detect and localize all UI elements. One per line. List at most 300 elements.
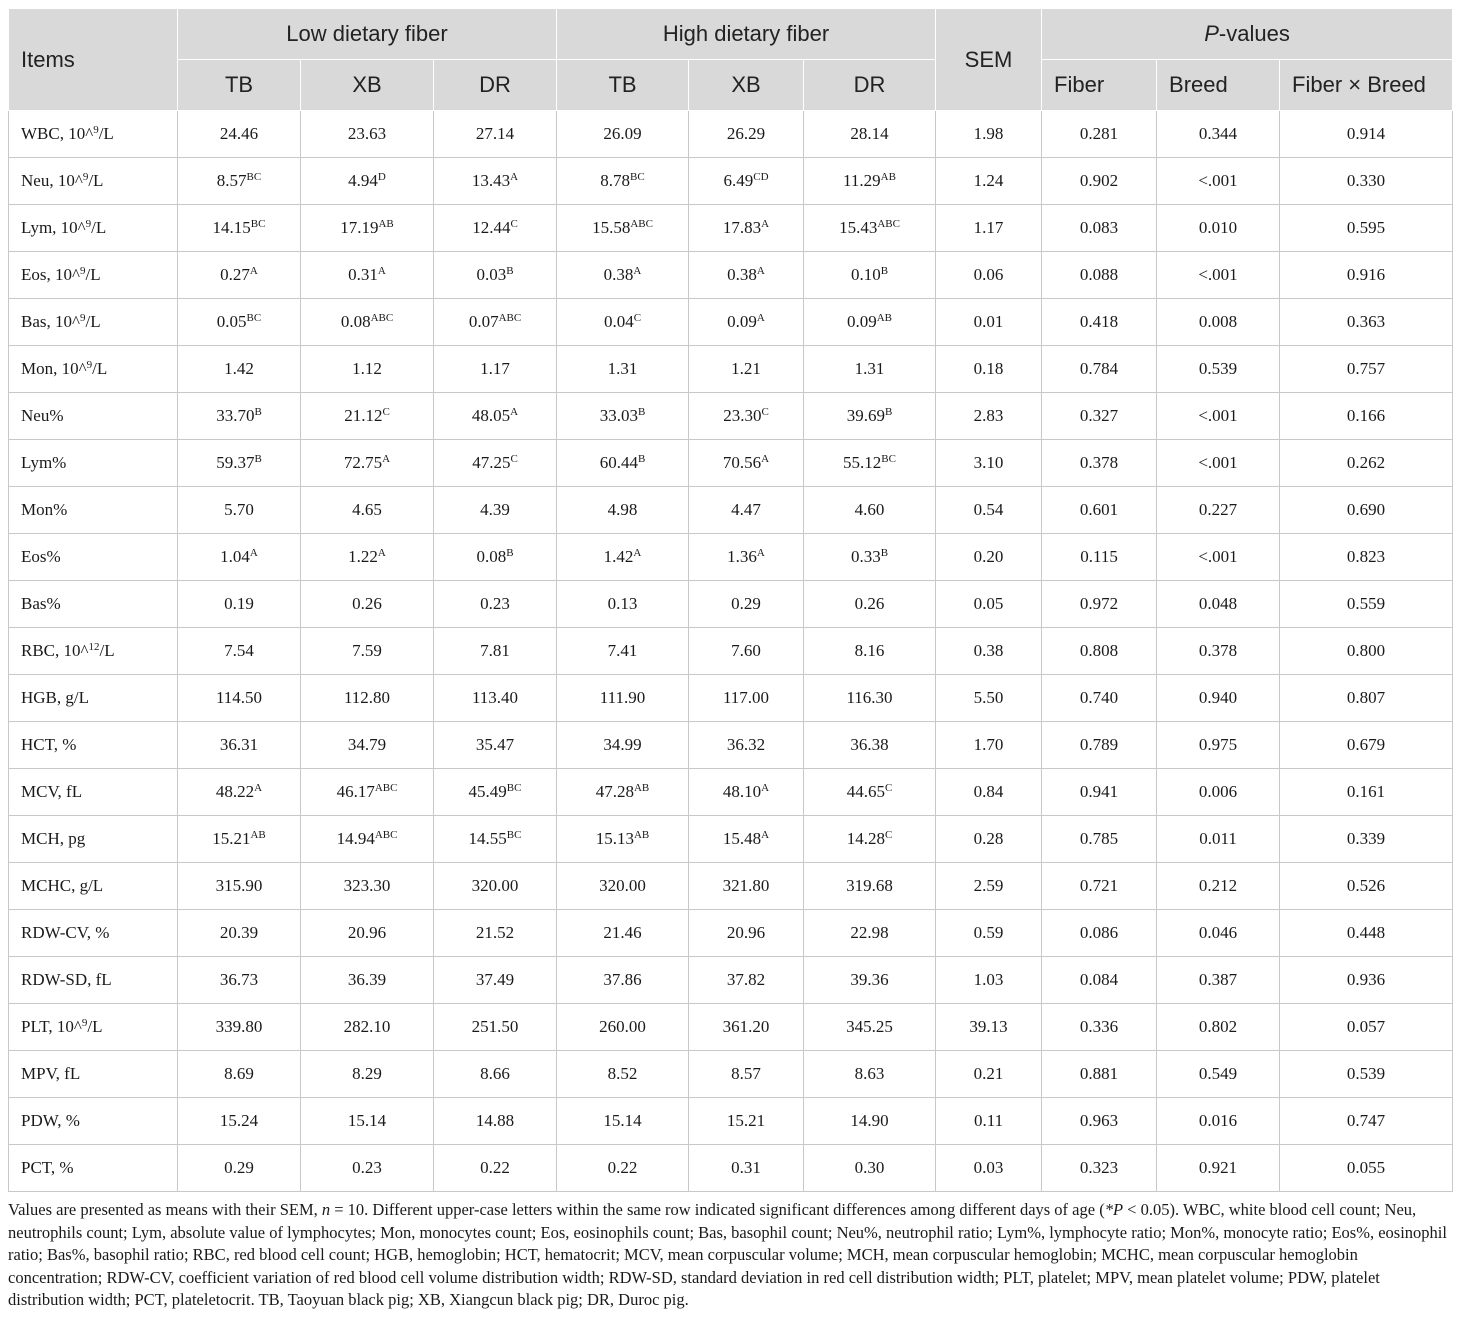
value-cell xyxy=(301,346,434,393)
p-breed-cell: <.001 xyxy=(1157,158,1280,205)
value-cell xyxy=(804,393,936,440)
p-interaction-cell: 0.936 xyxy=(1280,957,1453,1004)
p-breed-cell: 0.010 xyxy=(1157,205,1280,252)
table-row xyxy=(9,1004,1453,1051)
mean-value: 8.78 xyxy=(600,171,631,190)
mean-value: 0.04 xyxy=(603,312,634,331)
p-breed-cell: 0.549 xyxy=(1157,1051,1280,1098)
sem-cell: 1.17 xyxy=(936,205,1042,252)
row-label-text: MCHC, g/L xyxy=(21,876,104,895)
mean-value: 4.98 xyxy=(607,500,638,519)
p-interaction-cell: 0.916 xyxy=(1280,252,1453,299)
p-fiber-cell: 0.963 xyxy=(1042,1098,1157,1145)
p-interaction-cell: 0.262 xyxy=(1280,440,1453,487)
value-cell xyxy=(301,205,434,252)
table-row xyxy=(9,863,1453,910)
p-fiber-cell: 0.378 xyxy=(1042,440,1157,487)
mean-value: 8.69 xyxy=(224,1064,254,1083)
value-cell xyxy=(434,487,557,534)
mean-value: 70.56 xyxy=(722,453,762,472)
p-interaction-cell: 0.747 xyxy=(1280,1098,1453,1145)
table-row xyxy=(9,299,1453,346)
pvalues-suffix: -values xyxy=(1218,21,1290,46)
value-cell xyxy=(689,628,804,675)
row-label xyxy=(9,722,178,769)
p-fiber-cell: 0.327 xyxy=(1042,393,1157,440)
value-cell xyxy=(301,722,434,769)
mean-value: 320.00 xyxy=(471,876,519,895)
p-breed-cell: 0.212 xyxy=(1157,863,1280,910)
value-cell xyxy=(178,534,301,581)
sem-cell: 0.01 xyxy=(936,299,1042,346)
mean-value: 14.94 xyxy=(336,829,375,848)
sem-cell: 3.10 xyxy=(936,440,1042,487)
mean-value: 339.80 xyxy=(215,1017,263,1036)
row-label xyxy=(9,1145,178,1192)
sem-cell: 0.03 xyxy=(936,1145,1042,1192)
mean-value: 4.94 xyxy=(348,171,378,190)
significance-letters: A xyxy=(249,547,258,559)
row-label-text: Bas, 10^ xyxy=(21,312,80,331)
row-label-unit: /L xyxy=(87,1017,103,1036)
mean-value: 14.55 xyxy=(468,829,507,848)
row-label xyxy=(9,111,178,158)
mean-value: 251.50 xyxy=(471,1017,519,1036)
p-breed-cell: <.001 xyxy=(1157,440,1280,487)
value-cell xyxy=(434,769,557,816)
p-breed-cell: 0.802 xyxy=(1157,1004,1280,1051)
sem-cell: 0.21 xyxy=(936,1051,1042,1098)
significance-letters: A xyxy=(756,265,765,277)
subheader-low-dr: DR xyxy=(434,60,557,111)
significance-letters: AB xyxy=(633,782,650,794)
value-cell xyxy=(178,487,301,534)
mean-value: 315.90 xyxy=(215,876,263,895)
significance-letters: AB xyxy=(876,312,893,324)
p-fiber-cell: 0.789 xyxy=(1042,722,1157,769)
mean-value: 26.29 xyxy=(726,124,766,143)
significance-letters: B xyxy=(880,265,889,277)
significance-letters: BC xyxy=(246,171,262,183)
mean-value: 0.08 xyxy=(340,312,371,331)
mean-value: 17.83 xyxy=(722,218,762,237)
value-cell xyxy=(689,252,804,299)
row-label-text: Eos% xyxy=(21,547,61,566)
value-cell xyxy=(557,910,689,957)
subheader-low-xb: XB xyxy=(301,60,434,111)
value-cell xyxy=(301,1145,434,1192)
mean-value: 7.81 xyxy=(480,641,510,660)
value-cell xyxy=(178,1145,301,1192)
p-fiber-cell: 0.323 xyxy=(1042,1145,1157,1192)
value-cell xyxy=(689,910,804,957)
mean-value: 8.57 xyxy=(216,171,247,190)
value-cell xyxy=(301,299,434,346)
significance-letters: A xyxy=(510,406,519,418)
value-cell xyxy=(434,299,557,346)
sem-cell: 1.03 xyxy=(936,957,1042,1004)
significance-letters: D xyxy=(377,171,386,183)
mean-value: 319.68 xyxy=(846,876,893,895)
p-interaction-cell: 0.057 xyxy=(1280,1004,1453,1051)
row-label-exponent: 9 xyxy=(82,171,89,183)
value-cell xyxy=(804,1098,936,1145)
significance-letters: AB xyxy=(633,829,650,841)
sem-cell: 0.05 xyxy=(936,581,1042,628)
table-row xyxy=(9,1051,1453,1098)
significance-letters: A xyxy=(756,547,765,559)
row-label xyxy=(9,1098,178,1145)
p-breed-cell: 0.048 xyxy=(1157,581,1280,628)
row-label-unit: /L xyxy=(91,218,107,237)
p-fiber-cell: 0.972 xyxy=(1042,581,1157,628)
footnote-pstar: *P xyxy=(1104,1200,1124,1219)
value-cell xyxy=(301,111,434,158)
p-fiber-cell: 0.785 xyxy=(1042,816,1157,863)
value-cell xyxy=(804,1051,936,1098)
significance-letters: CD xyxy=(753,171,769,183)
value-cell xyxy=(804,111,936,158)
table-body xyxy=(9,111,1453,1192)
p-fiber-cell: 0.336 xyxy=(1042,1004,1157,1051)
p-breed-cell: <.001 xyxy=(1157,534,1280,581)
significance-letters: BC xyxy=(881,453,896,465)
value-cell xyxy=(178,158,301,205)
subheader-high-tb: TB xyxy=(557,60,689,111)
mean-value: 0.26 xyxy=(854,594,885,613)
value-cell xyxy=(557,205,689,252)
mean-value: 36.39 xyxy=(347,970,387,989)
p-breed-cell: 0.539 xyxy=(1157,346,1280,393)
subheader-p-fiber: Fiber xyxy=(1042,60,1157,111)
significance-letters: ABC xyxy=(370,312,394,324)
mean-value: 0.19 xyxy=(224,594,254,613)
mean-value: 7.41 xyxy=(607,641,638,660)
value-cell xyxy=(804,816,936,863)
mean-value: 37.49 xyxy=(475,970,515,989)
value-cell xyxy=(301,487,434,534)
header-items: Items xyxy=(9,9,178,111)
value-cell xyxy=(804,581,936,628)
p-fiber-cell: 0.083 xyxy=(1042,205,1157,252)
value-cell xyxy=(689,534,804,581)
table-row xyxy=(9,816,1453,863)
mean-value: 0.38 xyxy=(603,265,634,284)
value-cell xyxy=(178,675,301,722)
mean-value: 0.23 xyxy=(352,1158,382,1177)
mean-value: 0.13 xyxy=(607,594,638,613)
mean-value: 7.59 xyxy=(352,641,382,660)
table-row xyxy=(9,581,1453,628)
value-cell xyxy=(178,111,301,158)
value-cell xyxy=(434,252,557,299)
value-cell xyxy=(178,816,301,863)
row-label-exponent: 9 xyxy=(86,359,93,371)
value-cell xyxy=(434,910,557,957)
significance-letters: B xyxy=(880,547,889,559)
row-label xyxy=(9,205,178,252)
value-cell xyxy=(557,487,689,534)
value-cell xyxy=(689,1051,804,1098)
mean-value: 27.14 xyxy=(475,124,515,143)
table-row xyxy=(9,393,1453,440)
value-cell xyxy=(557,1051,689,1098)
value-cell xyxy=(434,534,557,581)
value-cell xyxy=(557,111,689,158)
table-row xyxy=(9,534,1453,581)
table-row xyxy=(9,1145,1453,1192)
p-fiber-cell: 0.088 xyxy=(1042,252,1157,299)
mean-value: 45.49 xyxy=(468,782,507,801)
row-label-unit: /L xyxy=(85,265,101,284)
p-fiber-cell: 0.784 xyxy=(1042,346,1157,393)
value-cell xyxy=(301,1098,434,1145)
row-label-text: HGB, g/L xyxy=(21,688,89,707)
mean-value: 1.17 xyxy=(480,359,510,378)
row-label xyxy=(9,534,178,581)
mean-value: 60.44 xyxy=(599,453,638,472)
value-cell xyxy=(178,1004,301,1051)
value-cell xyxy=(178,722,301,769)
mean-value: 48.22 xyxy=(215,782,255,801)
value-cell xyxy=(557,722,689,769)
row-label xyxy=(9,769,178,816)
value-cell xyxy=(557,299,689,346)
mean-value: 1.22 xyxy=(348,547,378,566)
value-cell xyxy=(301,957,434,1004)
row-label-exponent: 9 xyxy=(79,265,86,277)
mean-value: 14.88 xyxy=(475,1111,515,1130)
mean-value: 12.44 xyxy=(472,218,511,237)
p-fiber-cell: 0.721 xyxy=(1042,863,1157,910)
row-label xyxy=(9,487,178,534)
p-fiber-cell: 0.601 xyxy=(1042,487,1157,534)
p-fiber-cell: 0.086 xyxy=(1042,910,1157,957)
row-label-exponent: 9 xyxy=(79,312,86,324)
value-cell xyxy=(178,863,301,910)
significance-letters: B xyxy=(254,406,262,418)
significance-letters: A xyxy=(254,782,263,794)
value-cell xyxy=(804,628,936,675)
mean-value: 15.24 xyxy=(219,1111,259,1130)
mean-value: 36.32 xyxy=(726,735,766,754)
value-cell xyxy=(689,158,804,205)
row-label xyxy=(9,299,178,346)
mean-value: 6.49 xyxy=(723,171,754,190)
value-cell xyxy=(804,769,936,816)
mean-value: 21.12 xyxy=(344,406,383,425)
mean-value: 14.28 xyxy=(846,829,885,848)
value-cell xyxy=(804,299,936,346)
footnote-n: n xyxy=(321,1200,331,1219)
significance-letters: C xyxy=(382,406,390,418)
value-cell xyxy=(434,1098,557,1145)
mean-value: 34.79 xyxy=(347,735,387,754)
row-label-text: MCH, pg xyxy=(21,829,86,848)
mean-value: 15.58 xyxy=(592,218,631,237)
value-cell xyxy=(804,440,936,487)
row-label-text: PCT, % xyxy=(21,1158,74,1177)
mean-value: 15.21 xyxy=(726,1111,766,1130)
value-cell xyxy=(178,769,301,816)
mean-value: 5.70 xyxy=(224,500,254,519)
mean-value: 0.31 xyxy=(348,265,378,284)
row-label-text: Mon% xyxy=(21,500,68,519)
subheader-high-xb: XB xyxy=(689,60,804,111)
value-cell xyxy=(557,769,689,816)
row-label xyxy=(9,581,178,628)
value-cell xyxy=(557,1004,689,1051)
row-label-text: Neu, 10^ xyxy=(21,171,83,190)
value-cell xyxy=(178,299,301,346)
p-breed-cell: 0.046 xyxy=(1157,910,1280,957)
p-interaction-cell: 0.690 xyxy=(1280,487,1453,534)
sem-cell: 5.50 xyxy=(936,675,1042,722)
mean-value: 0.29 xyxy=(731,594,761,613)
value-cell xyxy=(689,675,804,722)
mean-value: 1.42 xyxy=(603,547,634,566)
row-label-text: Eos, 10^ xyxy=(21,265,80,284)
significance-letters: ABC xyxy=(498,312,522,324)
mean-value: 114.50 xyxy=(215,688,263,707)
value-cell xyxy=(689,205,804,252)
significance-letters: B xyxy=(884,406,893,418)
table-row xyxy=(9,1098,1453,1145)
mean-value: 1.21 xyxy=(731,359,761,378)
value-cell xyxy=(557,957,689,1004)
mean-value: 4.65 xyxy=(352,500,382,519)
significance-letters: A xyxy=(633,547,642,559)
mean-value: 48.05 xyxy=(471,406,511,425)
value-cell xyxy=(301,252,434,299)
p-breed-cell: 0.975 xyxy=(1157,722,1280,769)
mean-value: 1.36 xyxy=(727,547,757,566)
value-cell xyxy=(301,863,434,910)
p-breed-cell: 0.006 xyxy=(1157,769,1280,816)
value-cell xyxy=(689,816,804,863)
mean-value: 23.63 xyxy=(347,124,387,143)
footnote-part2: = 10. Different upper-case letters within the same row indicated significant differences among different days of age ( xyxy=(330,1200,1105,1219)
mean-value: 37.86 xyxy=(603,970,642,989)
p-breed-cell: 0.378 xyxy=(1157,628,1280,675)
value-cell xyxy=(178,393,301,440)
mean-value: 20.96 xyxy=(726,923,766,942)
table-row xyxy=(9,722,1453,769)
value-cell xyxy=(804,534,936,581)
p-fiber-cell: 0.740 xyxy=(1042,675,1157,722)
table-row xyxy=(9,487,1453,534)
mean-value: 39.69 xyxy=(846,406,885,425)
significance-letters: A xyxy=(761,829,770,841)
p-interaction-cell: 0.823 xyxy=(1280,534,1453,581)
table-row xyxy=(9,205,1453,252)
row-label-unit: /L xyxy=(92,359,108,378)
mean-value: 111.90 xyxy=(599,688,646,707)
significance-letters: A xyxy=(510,171,519,183)
value-cell xyxy=(689,863,804,910)
value-cell xyxy=(301,1004,434,1051)
mean-value: 1.12 xyxy=(352,359,382,378)
value-cell xyxy=(804,1145,936,1192)
mean-value: 0.03 xyxy=(476,265,507,284)
significance-letters: A xyxy=(633,265,642,277)
value-cell xyxy=(689,722,804,769)
mean-value: 345.25 xyxy=(846,1017,893,1036)
value-cell xyxy=(557,440,689,487)
mean-value: 46.17 xyxy=(336,782,375,801)
p-fiber-cell: 0.902 xyxy=(1042,158,1157,205)
mean-value: 0.09 xyxy=(846,312,877,331)
sem-cell: 0.11 xyxy=(936,1098,1042,1145)
row-label-text: MCV, fL xyxy=(21,782,83,801)
value-cell xyxy=(557,581,689,628)
significance-letters: ABC xyxy=(630,218,653,230)
value-cell xyxy=(689,769,804,816)
row-label-text: MPV, fL xyxy=(21,1064,81,1083)
subheader-high-dr: DR xyxy=(804,60,936,111)
mean-value: 15.14 xyxy=(603,1111,642,1130)
row-label xyxy=(9,440,178,487)
mean-value: 15.48 xyxy=(722,829,762,848)
row-label xyxy=(9,346,178,393)
p-interaction-cell: 0.559 xyxy=(1280,581,1453,628)
p-breed-cell: 0.940 xyxy=(1157,675,1280,722)
row-label-unit: /L xyxy=(88,171,104,190)
p-breed-cell: 0.016 xyxy=(1157,1098,1280,1145)
significance-letters: ABC xyxy=(877,218,900,230)
value-cell xyxy=(178,440,301,487)
value-cell xyxy=(557,158,689,205)
row-label-text: HCT, % xyxy=(21,735,77,754)
value-cell xyxy=(434,346,557,393)
mean-value: 47.28 xyxy=(595,782,634,801)
significance-letters: B xyxy=(637,406,646,418)
table-row xyxy=(9,346,1453,393)
value-cell xyxy=(689,346,804,393)
header-pvalues xyxy=(1042,9,1453,60)
value-cell xyxy=(557,252,689,299)
value-cell xyxy=(434,205,557,252)
significance-letters: BC xyxy=(506,782,522,794)
table-footnote xyxy=(8,1199,1452,1312)
value-cell xyxy=(804,487,936,534)
value-cell xyxy=(434,1051,557,1098)
mean-value: 8.52 xyxy=(607,1064,638,1083)
footnote-part1: Values are presented as means with their SEM, xyxy=(8,1200,322,1219)
significance-letters: A xyxy=(249,265,258,277)
value-cell xyxy=(689,1004,804,1051)
value-cell xyxy=(434,863,557,910)
value-cell xyxy=(178,205,301,252)
p-interaction-cell: 0.914 xyxy=(1280,111,1453,158)
mean-value: 0.23 xyxy=(480,594,510,613)
mean-value: 260.00 xyxy=(599,1017,646,1036)
mean-value: 0.38 xyxy=(727,265,757,284)
mean-value: 113.40 xyxy=(471,688,519,707)
p-interaction-cell: 0.363 xyxy=(1280,299,1453,346)
p-fiber-cell: 0.941 xyxy=(1042,769,1157,816)
mean-value: 8.66 xyxy=(480,1064,510,1083)
value-cell xyxy=(301,628,434,675)
row-label xyxy=(9,816,178,863)
table-row xyxy=(9,111,1453,158)
value-cell xyxy=(434,440,557,487)
significance-letters: C xyxy=(884,782,893,794)
value-cell xyxy=(689,957,804,1004)
sem-cell: 2.83 xyxy=(936,393,1042,440)
mean-value: 36.73 xyxy=(219,970,259,989)
mean-value: 323.30 xyxy=(343,876,391,895)
